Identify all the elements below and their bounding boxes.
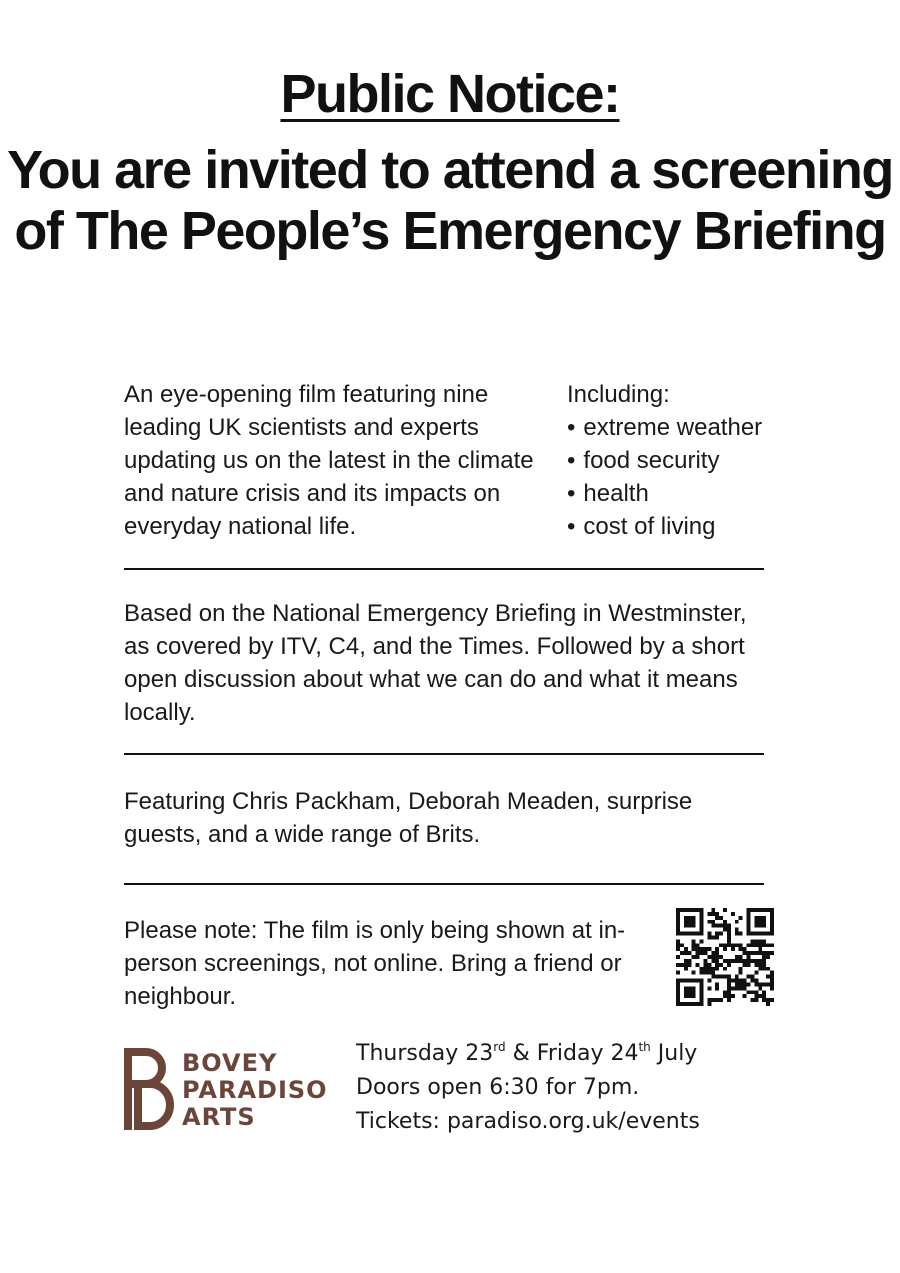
- tickets-link[interactable]: Tickets: paradiso.org.uk/events: [356, 1109, 700, 1134]
- invitation-title: You are invited to attend a screening of The People’s Emergency Briefing: [7, 140, 893, 261]
- logo-wordmark: [182, 1050, 328, 1131]
- featuring-text: Featuring Chris Packham, Deborah Meaden, surprise guests, and a wide range of Brits.: [124, 788, 693, 848]
- topic-item: • food security: [567, 444, 867, 477]
- based-on-text: Based on the National Emergency Briefing in Westminster, as covered by ITV, C4, and the Times. Followed by a short open discussion about what we can do and what it means locally.: [124, 600, 747, 726]
- divider: [124, 753, 764, 755]
- logo-line: PARADISO: [182, 1076, 328, 1104]
- topic-item: • extreme weather: [567, 411, 867, 444]
- bovey-paradiso-logo-icon: [124, 1048, 174, 1130]
- date-suffix: th: [638, 1040, 651, 1054]
- date-suffix: rd: [493, 1040, 506, 1054]
- logo-line: ARTS: [182, 1103, 256, 1131]
- topics-label: Including:: [567, 381, 670, 408]
- topic-item: • health: [567, 477, 867, 510]
- notice-heading: [0, 62, 900, 262]
- please-note-text: Please note: The film is only being shown at in-person screenings, not online. Bring a friend or neighbour.: [124, 917, 626, 1010]
- logo-line: BOVEY: [182, 1049, 278, 1077]
- public-notice-title: Public Notice:: [280, 64, 620, 124]
- divider: [124, 568, 764, 570]
- date-friday: & Friday 24: [505, 1041, 639, 1066]
- date-thursday: Thursday 23: [356, 1041, 494, 1066]
- event-details: [356, 1037, 776, 1139]
- event-dates: [356, 1037, 776, 1071]
- doors-time: Doors open 6:30 for 7pm.: [356, 1075, 640, 1100]
- divider: [124, 883, 764, 885]
- qr-code-icon[interactable]: [676, 908, 774, 1006]
- topics-list: [567, 378, 867, 543]
- bovey-paradiso-logo: [124, 1048, 344, 1132]
- topic-item: • cost of living: [567, 510, 867, 543]
- film-description: An eye-opening film featuring nine leading UK scientists and experts updating us on the latest in the climate and nature crisis and its impacts on everyday national life.: [124, 381, 534, 540]
- date-month: July: [650, 1041, 698, 1066]
